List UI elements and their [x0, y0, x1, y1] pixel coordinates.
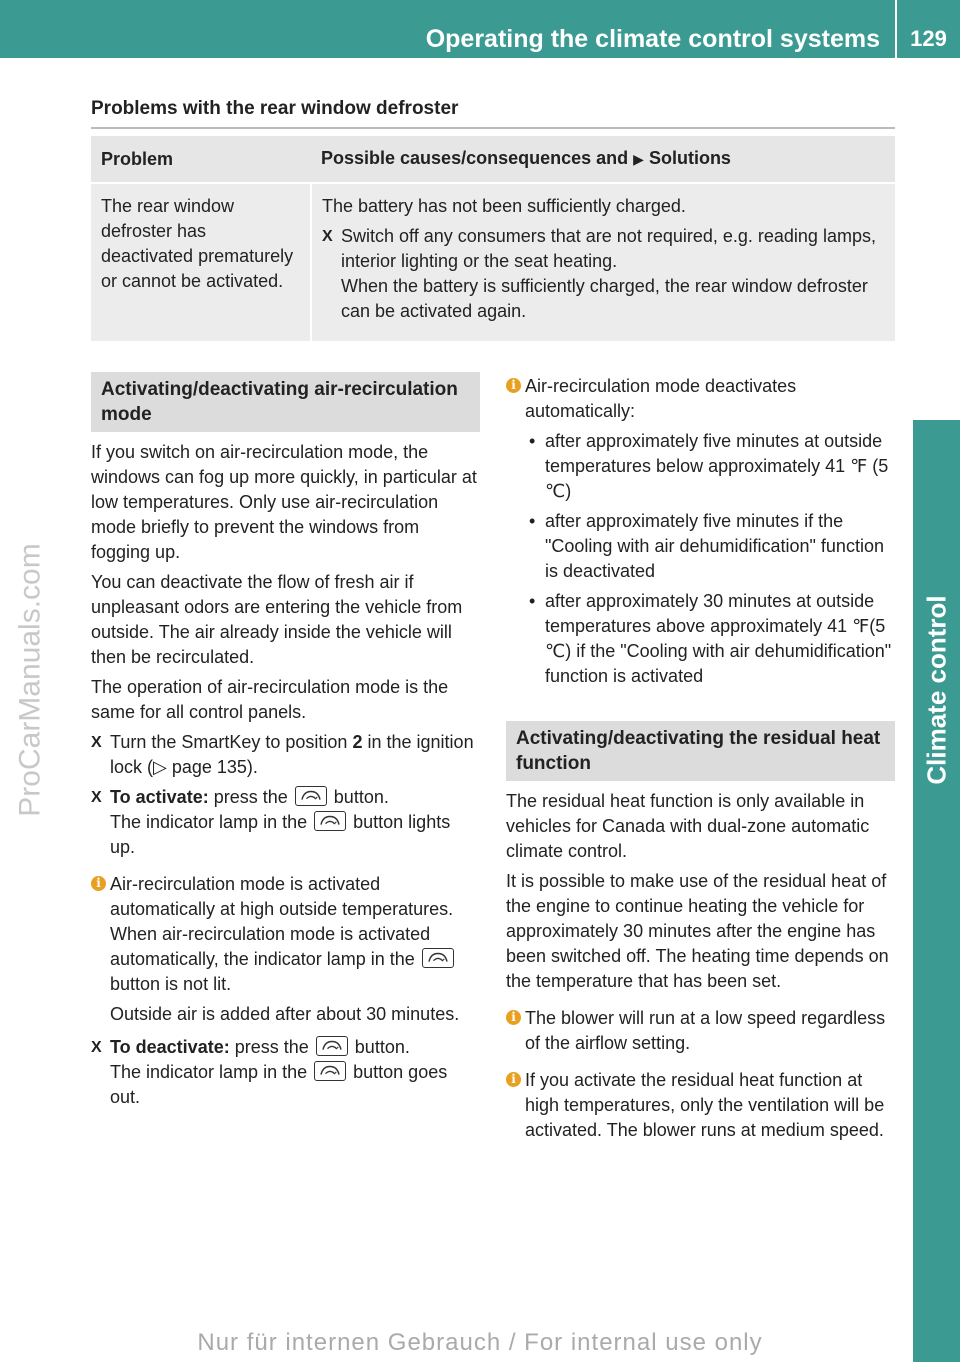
- footer-notice: Nur für internen Gebrauch / For internal use only: [197, 1329, 763, 1356]
- page-title: Operating the climate control systems: [425, 25, 880, 53]
- residual-para-1: The residual heat function is only available in vehicles for Canada with dual-zone automatic climate control.: [506, 791, 870, 861]
- info-icon: i: [506, 378, 521, 393]
- result-text: When the battery is sufficiently charged, the rear window defroster can be activated again.: [341, 276, 868, 321]
- step-activate: X To activate: press the button. The indicator lamp in the button lights up.: [91, 787, 451, 857]
- info-auto-activate: i Air-recirculation mode is activated automatically at high outside temperatures. When air-recirculation mode is activated automatically, the indicator lamp in the button is not lit. Outside air is added after about 30 minutes.: [91, 872, 480, 1027]
- air-recirculation-icon: [422, 948, 454, 968]
- step-smartkey: X Turn the SmartKey to position 2 in the ignition lock (▷ page 135).: [91, 732, 474, 777]
- section-heading-air-recirc: Activating/deactivating air-recirculation mode: [91, 372, 480, 432]
- watermark-text: ProCarManuals.com: [13, 543, 47, 817]
- air-recirculation-icon: [314, 1061, 346, 1081]
- info-high-temp: i If you activate the residual heat function at high temperatures, only the ventilation will be activated. The blower runs at medium speed.: [506, 1068, 895, 1143]
- left-column: [91, 372, 480, 1115]
- solution-text: Switch off any consumers that are not required, e.g. reading lamps, interior lighting or the seat heating.: [341, 226, 876, 271]
- col-header-causes: [311, 136, 895, 183]
- step-marker-icon: X: [91, 1039, 102, 1056]
- list-item: • after approximately five minutes at outside temperatures below approximately 41 ℉ (5 ℃): [529, 431, 889, 501]
- info-icon: i: [506, 1072, 521, 1087]
- info-icon: i: [506, 1010, 521, 1025]
- air-recirculation-icon: [316, 1036, 348, 1056]
- table-row: [91, 183, 895, 341]
- chapter-side-tab: [913, 420, 960, 1362]
- page-number: 129: [910, 26, 947, 51]
- list-item: • after approximately five minutes if the "Cooling with air dehumidification" function is deactivated: [529, 511, 884, 581]
- solution-cell: [311, 183, 895, 341]
- solution-step: [322, 224, 885, 324]
- problem-cell: The rear window defroster has deactivated prematurely or cannot be activated.: [91, 183, 311, 341]
- auto-deact-intro: Air-recirculation mode deactivates automatically:: [525, 376, 797, 421]
- air-recirculation-icon: [295, 786, 327, 806]
- problem-table: [91, 136, 895, 341]
- table-header-row: [91, 136, 895, 183]
- residual-para-2: It is possible to make use of the residual heat of the engine to continue heating the vehicle for approximately 30 minutes after the engine has been switched off. The heating time depends on the temperature that has been set.: [506, 871, 889, 991]
- section-heading-defroster: Problems with the rear window defroster: [91, 96, 895, 129]
- info-icon: i: [91, 876, 106, 891]
- air-recirc-para-3: The operation of air-recirculation mode is the same for all control panels.: [91, 677, 449, 722]
- cause-text: The battery has not been sufficiently charged.: [322, 196, 686, 216]
- list-item: • after approximately 30 minutes at outside temperatures above approximately 41 ℉(5 ℃) if the "Cooling with air dehumidification" function is activated: [529, 591, 892, 686]
- air-recirc-para-2: You can deactivate the flow of fresh air if unpleasant odors are entering the vehicle from outside. The air already inside the vehicle will then be recirculated.: [91, 572, 463, 667]
- info-auto-deactivate: [506, 374, 895, 689]
- section-heading-residual-heat: Activating/deactivating the residual heat function: [506, 721, 895, 781]
- col-header-problem: Problem: [91, 136, 311, 183]
- step-marker-icon: X: [322, 228, 333, 245]
- right-column: [506, 372, 895, 1148]
- arrow-right-icon: ▶: [633, 151, 644, 167]
- step-deactivate: X To deactivate: press the button. The indicator lamp in the button goes out.: [91, 1037, 448, 1107]
- col-header-causes-prefix: Possible causes/consequences and: [321, 148, 629, 168]
- info-blower-low: i The blower will run at a low speed regardless of the airflow setting.: [506, 1006, 895, 1056]
- step-marker-icon: X: [91, 734, 102, 751]
- col-header-causes-suffix: Solutions: [648, 148, 731, 168]
- air-recirculation-icon: [314, 811, 346, 831]
- air-recirc-para-1: If you switch on air-recirculation mode, the windows can fog up more quickly, in particular at low temperatures. Only use air-recirculation mode briefly to prevent the windows from fogging up.: [91, 442, 477, 562]
- info-outside-air: Outside air is added after about 30 minutes.: [110, 1004, 460, 1024]
- chapter-label: Climate control: [921, 595, 951, 785]
- step-marker-icon: X: [91, 789, 102, 806]
